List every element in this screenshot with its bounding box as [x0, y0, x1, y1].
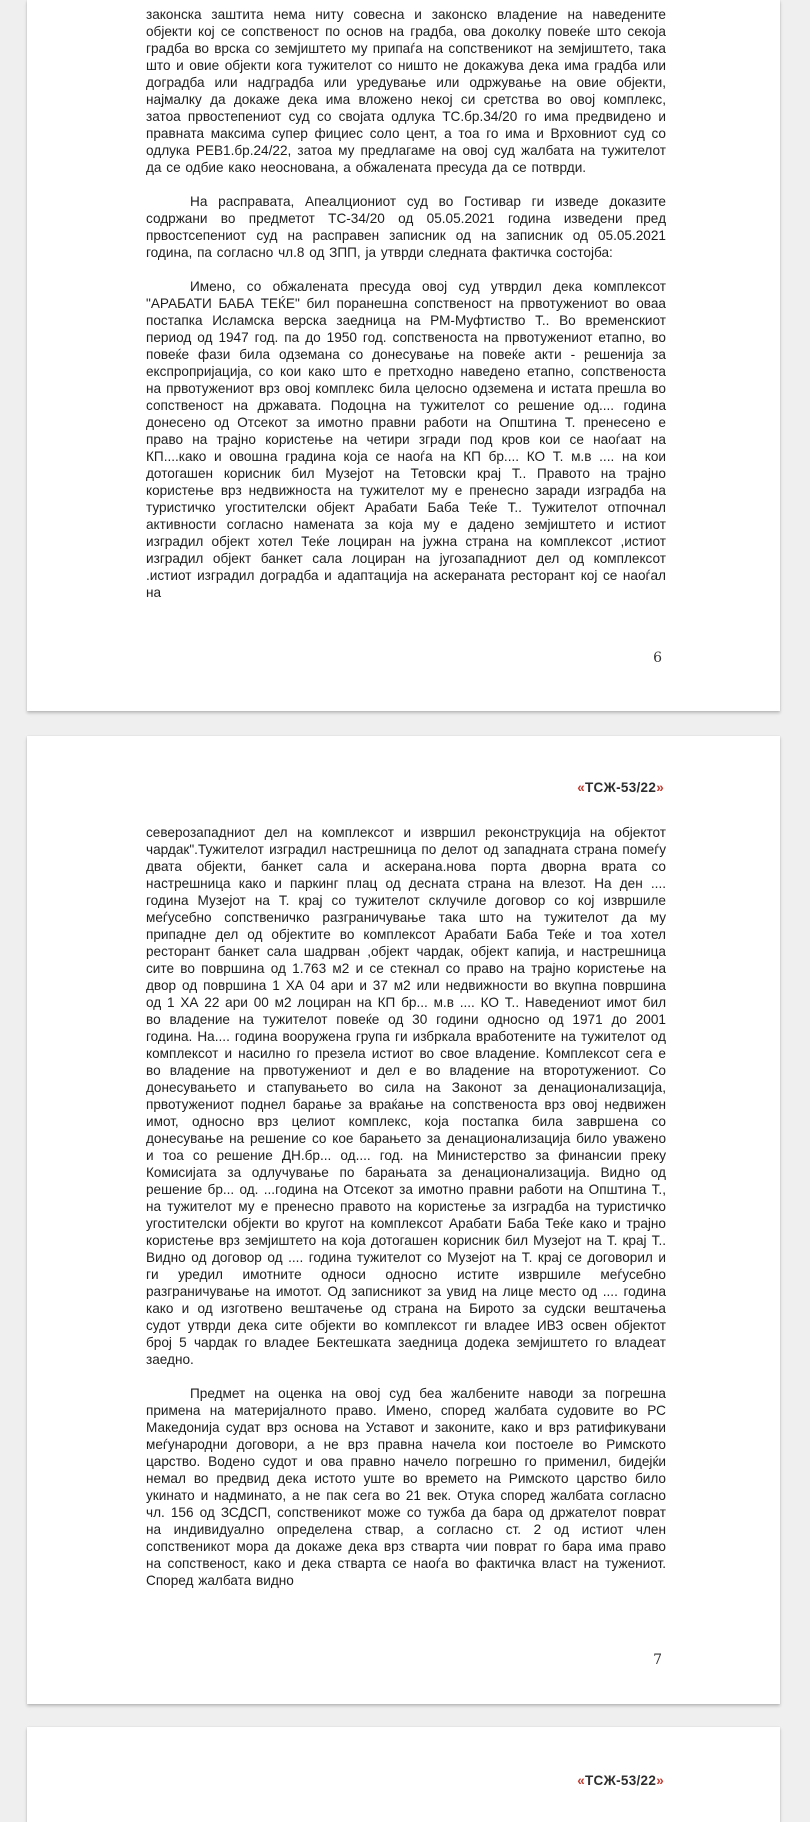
paragraph: Имено, со обжалената пресуда овој суд утврдил дека комплексот "АРАБАТИ БАБА ТЕЌЕ" бил поранешна сопственост на првотужениот во оваа постапка Исламска верска заедница на РМ-Муфтиство Т.. Во временскиот период од 1947 год. па до 1950 год. сопственоста на првотужениот етапно, во повеќе фази била одземана со донесување на повеќе акти - решенија за експропријација, со кои како што е претходно наведено етапно, сопственоста на првотужениот врз овој комплекс била целосно одземена и истата прешла во сопственост на државата. Подоцна на тужителот со решение од.... година донесено од Отсекот за имотно правни работи на Општина Т. пренесено е право на трајно користење на четири згради под кров кои се наоѓаат на КП....како и овошна градина која се наоѓа на КП бр.... КО Т. м.в .... на кои дотогашен корисник бил Музејот на Тетовски крај Т.. Правото на трајно користење врз недвижноста на тужителот му е пренесно заради изградба на туристичко угостителски објект Арабати Баба Теќе Т.. Тужителот отпочнал активности согласно намената за која му е дадено земјиштето и истиот изградил објект хотел Теќе лоциран на јужна страна на комплексот ,истиот изградил објект банкет сала лоциран на југозападниот дел од комплексот .истиот изградил доградба и адаптација на аскераната ресторант кој се наоѓал на — [146, 279, 666, 600]
right-guillemet: » — [656, 1773, 664, 1788]
page-number: 6 — [653, 650, 662, 666]
page-body-text — [146, 824, 666, 1606]
document-page-7 — [27, 736, 780, 1704]
left-guillemet: « — [577, 780, 585, 795]
document-page-8 — [27, 1727, 780, 1822]
case-number-badge — [577, 1773, 664, 1788]
paragraph: Предмет на оценка на овој суд беа жалбените наводи за погрешна примена на материјалното право. Имено, според жалбата судовите во РС Македонија судат врз основа на Уставот и законите, како и врз ратификувани меѓународни договори, а не врз правна начела кои постоеле во Римското царство. Водено судот и ова правно начело погрешно го применил, бидејќи немал во предвид дека истото уште во времето на Римското царство било укинато и надминато, а не пак сега во 21 век. Отука според жалбата согласно чл. 156 од ЗСДСП, сопственикот може со тужба да бара од држателот поврат на индивидуално определена ствар, а согласно ст. 2 од истиот член сопственикот мора да докаже дека врз стварта чии поврат го бара има право на сопственост, како и дека стварта се наоѓа во фактичка власт на тужениот. Според жалбата видно — [146, 1386, 666, 1588]
case-number: ТСЖ-53/22 — [585, 780, 657, 795]
paragraph: На расправата, Апеалциониот суд во Гостивар ги изведе доказите содржани во предметот ТС-34/20 од 05.05.2021 година изведени пред првостсепениот суд на расправен записник од на записник од 05.05.2021 година, па согласно чл.8 од ЗПП, ја утврди следната фактичка состојба: — [146, 194, 666, 260]
paragraph: северозападниот дел на комплексот и извршил реконструкција на објектот чардак".Тужителот изградил настрешница по делот од западната страна помеѓу двата објекти, банкет сала и аскерана.нова порта дворна врата со настрешница како и паркинг плац од десната страна на влезот. На ден .... година Музејот на Т. крај со тужителот склучиле договор со кој извршиле меѓусебно сопственичко разграничување така што на тужителот да му припадне дел од објектите во комплексот Арабати Баба Теќе и тоа хотел ресторант банкет сала шадрван ,објект чардак, објект капија, и настрешница сите во површина од 1.763 м2 и се стекнал со право на трајно користење на двор од површина 1 ХА 04 ари и 37 м2 или недвижности во вкупна површина од 1 ХА 22 ари 00 м2 лоциран на КП бр... м.в .... КО Т.. Наведениот имот бил во владение на тужителот повеќе од 30 години односно од 1971 до 2001 година. На.... година вооружена група ги избркала вработените на тужителот од комплексот и насилно го презела истиот во свое владение. Комплексот сега е во владение на првотужениот и дел е во владение на второтужениот. Со донесувањето и стапувањето во сила на Законот за денационализација, првотужениот поднел барање за враќање на сопственоста врз овој недвижен имот, односно врз целиот комплекс, која постапка била завршена со донесување на решение со кое барањето за денационализација било уважено и тоа со решение ДН.бр... од.... год. на Министерство за финансии преку Комисијата за одлучување по барањата за денационализација. Видно од решение бр... од. ...година на Отсекот за имотно правни работи на Општина Т., на тужителот му е пренесно правото на користење за изградба на туристичко угостителски објекти во кругот на комплексот Арабати Баба Теќе како и трајно користење врз земјиштето на која дотогашен корисник бил Музејот на Т. крај Т.. Видно од договор од .... година тужителот со Музејот на Т. крај се договорил и ги уредил имотните односи односно истите извршиле меѓусебно разграничување на имотот. Од записникот за увид на лице место од .... година како и од изготвено вештачење од страна на Бирото за судски вештачења судот утврди дека сите објекти во комплексот ги владее ИВЗ освен објектот број 5 чардак го владее Бектешката заедница додека земјиштето го владеат заедно. — [146, 825, 666, 1367]
document-page-6 — [27, 0, 780, 711]
right-guillemet: » — [656, 780, 664, 795]
page-body-text — [146, 6, 666, 618]
paragraph: законска заштита нема ниту совесна и законско владение на наведените објекти кој се сопственост по основ на градба, ова доколку повеќе што секоја градба во врска со земјиштето му припаѓа на сопственикот на земјиштето, така што и овие објекти кога тужителот со ништо не докажува дека има градба или доградба или надградба или уредување или одржување на овие објекти, најмалку да докаже дека има вложено некој си сретства во овој комплекс, затоа првостепениот суд со својата одлука ТС.бр.34/20 го има предвидено и правната максима супер фициес соло цент, а тоа го има и Врховниот суд со одлука РЕВ1.бр.24/22, затоа му предлагаме на овој суд жалбата на тужителот да се одбие како неоснована, а обжалената пресуда да се потврди. — [146, 7, 666, 175]
case-number: ТСЖ-53/22 — [585, 1773, 657, 1788]
left-guillemet: « — [577, 1773, 585, 1788]
case-number-badge — [577, 780, 664, 795]
page-number: 7 — [653, 1652, 662, 1668]
